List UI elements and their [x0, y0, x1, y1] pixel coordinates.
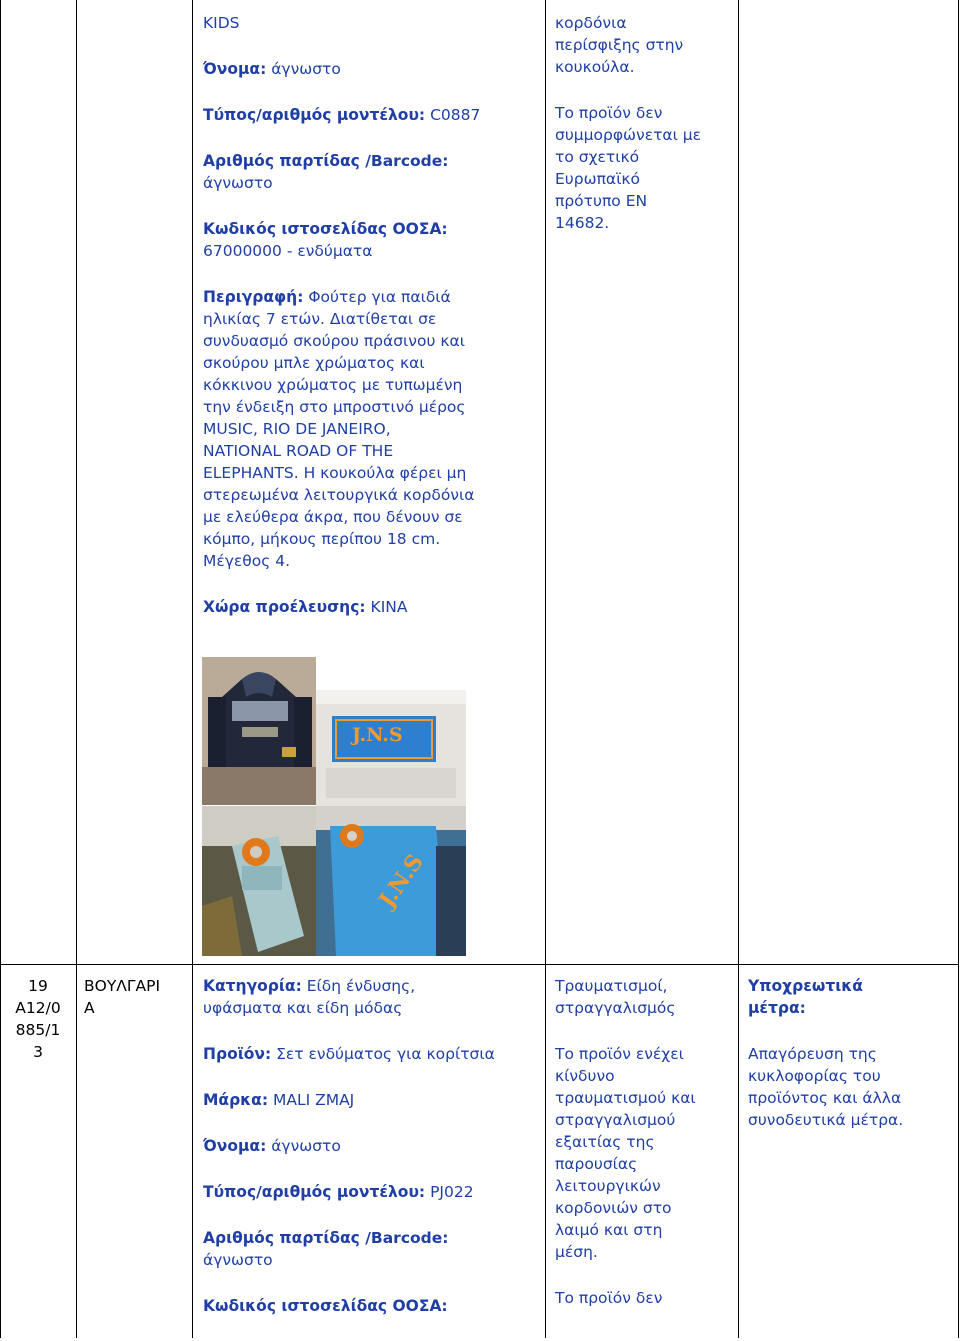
description-line: στερεωμένα λειτουργικά κορδόνια — [203, 486, 475, 504]
risk-text-a: κορδόνια περίσφιξης στην κουκούλα. — [555, 14, 684, 76]
category-field: Κατηγορία: Είδη ένδυσης, υφάσματα και είδη μόδας — [203, 977, 416, 1017]
batch-field: Αριθμός παρτίδας /Barcode: άγνωστο — [203, 1229, 449, 1269]
description-line: την ένδειξη στο μπροστινό μέρος — [203, 398, 466, 416]
product-label: Προϊόν: — [203, 1045, 272, 1063]
measures-title: Υποχρεωτικά μέτρα: — [748, 977, 863, 1017]
oecd-field — [203, 1295, 543, 1317]
row2-measures-cell — [748, 975, 953, 1155]
grid-line-left — [0, 0, 1, 1338]
tag-photo-graphic — [202, 806, 316, 956]
risk-text-continued: Το προϊόν δεν — [555, 1289, 663, 1307]
grid-line-col3 — [545, 0, 546, 1338]
model-field: Τύπος/αριθμός μοντέλου: PJ022 — [203, 1183, 474, 1201]
row2-country-cell: ΒΟΥΛΓΑΡΙ Α — [84, 977, 161, 1017]
description-line: ηλικίας 7 ετών. Διατίθεται σε — [203, 310, 437, 328]
row2-description-cell — [203, 975, 543, 1341]
model-label: Τύπος/αριθμός μοντέλου: — [203, 106, 426, 124]
oecd-field — [203, 218, 543, 262]
name-label: Όνομα: — [203, 60, 267, 78]
measures-text: Απαγόρευση της κυκλοφορίας του προϊόντος και άλλα συνοδευτικά μέτρα. — [748, 1045, 904, 1129]
brand-label: Μάρκα: — [203, 1091, 269, 1109]
row2-id-cell: 19 A12/0 885/1 3 — [15, 977, 61, 1061]
brand-field: Μάρκα: MALI ZMAJ — [203, 1091, 355, 1109]
name-field: Όνομα: άγνωστο — [203, 1137, 341, 1155]
oecd-value: 67000000 - ενδύματα — [203, 242, 373, 260]
label-brand-text-2: J.N.S — [373, 849, 429, 913]
product-photo-tag — [202, 806, 316, 956]
description-line: Μέγεθος 4. — [203, 552, 291, 570]
description-line: NATIONAL ROAD OF THE — [203, 442, 394, 460]
name-field — [203, 58, 543, 80]
description-field — [203, 286, 543, 572]
grid-line-col4 — [738, 0, 739, 1338]
category-label: Κατηγορία: — [203, 977, 302, 995]
row2-risk-cell — [555, 975, 735, 1333]
name-label: Όνομα: — [203, 1137, 267, 1155]
grid-line-right — [958, 0, 959, 1338]
batch-label: Αριθμός παρτίδας /Barcode: — [203, 1229, 449, 1247]
label-photo-graphic-1 — [316, 690, 466, 806]
risk-type: Τραυματισμοί, στραγγαλισμός — [555, 977, 676, 1017]
batch-field — [203, 150, 543, 194]
product-photo-label-1 — [316, 690, 466, 806]
grid-line-col2 — [192, 0, 193, 1338]
batch-value: άγνωστο — [203, 174, 273, 192]
description-line: Φούτερ για παιδιά — [308, 288, 451, 306]
row-separator — [0, 964, 959, 965]
description-line: ELEPHANTS. Η κουκούλα φέρει μη — [203, 464, 467, 482]
risk-text-b: Το προϊόν δεν συμμορφώνεται με το σχετικό Ευρωπαϊκό πρότυπο EN 14682. — [555, 104, 702, 232]
origin-value: ΚΙΝΑ — [370, 598, 408, 616]
row1-risk-cell — [555, 12, 735, 258]
description-line: συνδυασμό σκούρου πράσινου και — [203, 332, 465, 350]
name-value: άγνωστο — [271, 60, 341, 78]
oecd-label: Κωδικός ιστοσελίδας ΟΟΣΑ: — [203, 1297, 448, 1315]
label-brand-text-1: J.N.S — [352, 724, 403, 746]
hoodie-photo-graphic — [202, 657, 316, 805]
description-line: κόμπο, μήκους περίπου 18 cm. — [203, 530, 441, 548]
description-line: κόκκινου χρώματος με τυπωμένη — [203, 376, 463, 394]
origin-label: Χώρα προέλευσης: — [203, 598, 366, 616]
description-line: σκούρου μπλε χρώματος και — [203, 354, 425, 372]
model-value: C0887 — [430, 106, 481, 124]
product-photo-label-2 — [316, 806, 466, 956]
product-field: Προϊόν: Σετ ενδύματος για κορίτσια — [203, 1045, 495, 1063]
description-line: MUSIC, RIO DE JANEIRO, — [203, 420, 391, 438]
description-line: με ελεύθερα άκρα, που δένουν σε — [203, 508, 463, 526]
batch-label: Αριθμός παρτίδας /Barcode: — [203, 152, 449, 170]
risk-text: Το προϊόν ενέχει κίνδυνο τραυματισμού και στραγγαλισμού εξαιτίας της παρουσίας λειτουργικών κορδονιών στο λαιμό και στη μέση. — [555, 1045, 696, 1261]
product-photo-hoodie — [202, 657, 316, 805]
model-label: Τύπος/αριθμός μοντέλου: — [203, 1183, 426, 1201]
oecd-label: Κωδικός ιστοσελίδας ΟΟΣΑ: — [203, 220, 448, 238]
row1-description-cell — [203, 12, 543, 642]
origin-field — [203, 596, 543, 618]
grid-line-col1 — [76, 0, 77, 1338]
description-label: Περιγραφή: — [203, 288, 304, 306]
category-kids: KIDS — [203, 14, 240, 32]
model-field — [203, 104, 543, 126]
